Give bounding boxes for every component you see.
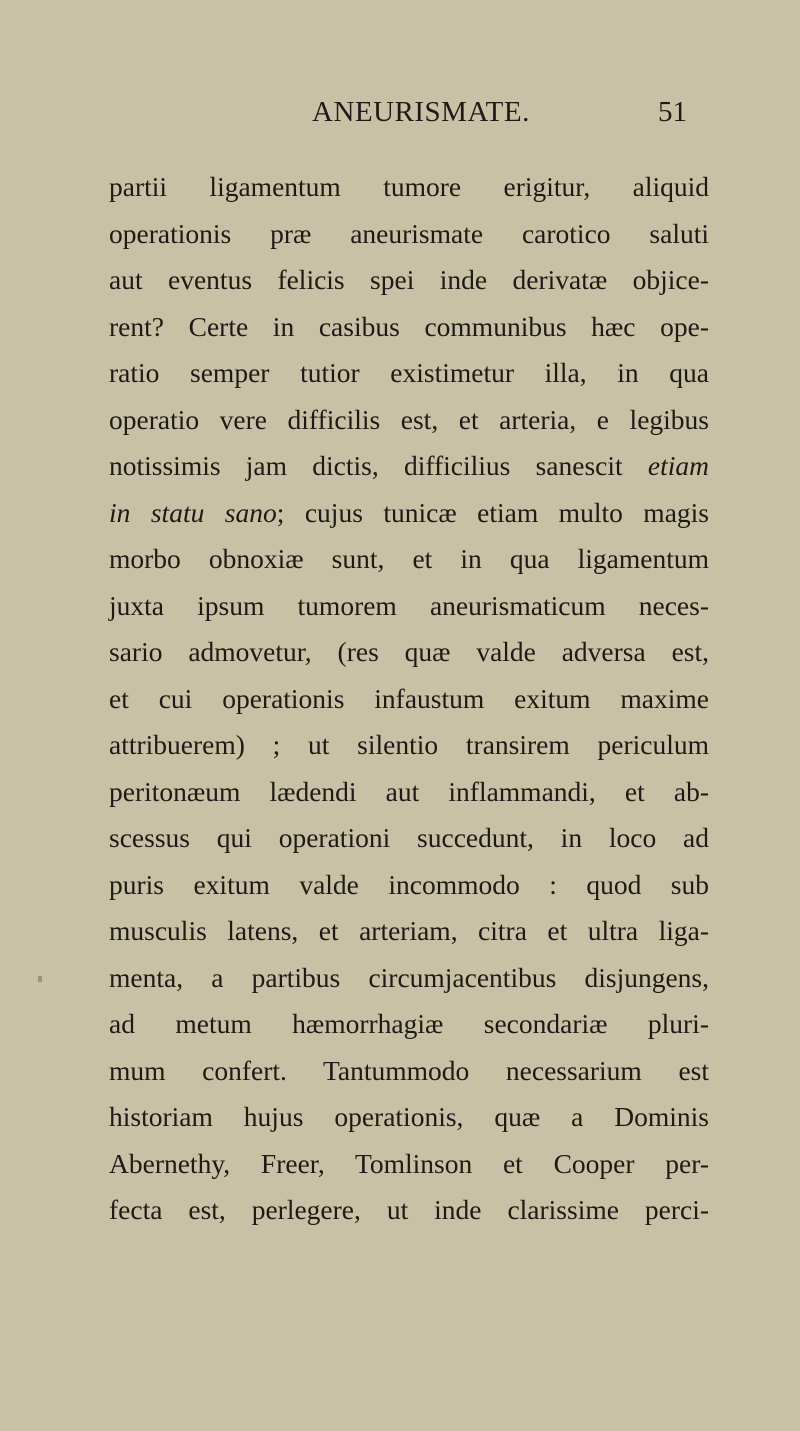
text-segment: attribuerem) ; ut silentio transirem periculum [109,729,709,760]
page-number: 51 [658,96,687,128]
text-line [109,164,709,211]
text-line [109,769,709,816]
text-line [109,397,709,444]
text-line [109,443,709,490]
text-segment: mum confert. Tantummodo necessarium est [109,1054,709,1086]
text-segment: ratio semper tutior existimetur illa, in qua [109,357,709,388]
text-segment: partii ligamentum tumore erigitur, aliquid [109,171,709,202]
text-segment: peritonæum lædendi aut inflammandi, et ab- [109,775,709,807]
italic-text-segment: etiam [647,450,709,481]
text-line [109,1048,709,1095]
text-segment: scessus qui operationi succedunt, in loco ad [109,822,709,853]
page-header [0,92,800,132]
text-segment: et cui operationis infaustum exitum maxime [109,682,709,714]
text-line [109,815,709,862]
text-segment: musculis latens, et arteriam, citra et ultra liga- [109,915,709,946]
text-line [109,629,709,676]
text-line [109,257,709,304]
text-line [109,676,709,723]
text-line [109,350,709,397]
text-segment: operationis præ aneurismate carotico saluti [109,217,709,249]
text-line [109,908,709,955]
text-line [109,955,709,1002]
text-line [109,1001,709,1048]
text-segment: operatio vere difficilis est, et arteria, e legibus [109,403,709,435]
text-segment: ; cujus tunicæ etiam multo magis [276,496,709,528]
text-segment: puris exitum valde incommodo : quod sub [109,868,709,900]
running-title: ANEURISMATE. [312,96,530,128]
text-line [109,211,709,258]
text-segment: juxta ipsum tumorem aneurismaticum neces- [109,589,709,621]
paper-speck-mark [38,976,42,982]
body-text [109,164,709,1234]
text-line [109,583,709,630]
text-segment: sario admovetur, (res quæ valde adversa est, [109,636,709,667]
text-segment: morbo obnoxiæ sunt, et in qua ligamentum [109,543,709,574]
text-segment: notissimis jam dictis, difficilius sanescit [109,450,648,481]
text-segment: historiam hujus operationis, quæ a Dominis [109,1101,709,1132]
text-line [109,722,709,769]
text-segment: fecta est, perlegere, ut inde clarissime perci- [109,1194,709,1225]
text-segment: Abernethy, Freer, Tomlinson et Cooper per- [109,1147,709,1179]
text-segment: aut eventus felicis spei inde derivatæ objice- [109,264,709,295]
text-line [109,304,709,351]
text-line [109,1187,709,1234]
text-segment: rent? Certe in casibus communibus hæc ope- [109,310,709,342]
text-line [109,862,709,909]
italic-text-segment: in statu sano [109,496,277,528]
text-segment: ad metum hæmorrhagiæ secondariæ pluri- [109,1008,709,1039]
text-line [109,490,709,537]
text-line [109,1094,709,1141]
text-segment: menta, a partibus circumjacentibus disjungens, [109,961,709,993]
text-line [109,1141,709,1188]
text-line [109,536,709,583]
